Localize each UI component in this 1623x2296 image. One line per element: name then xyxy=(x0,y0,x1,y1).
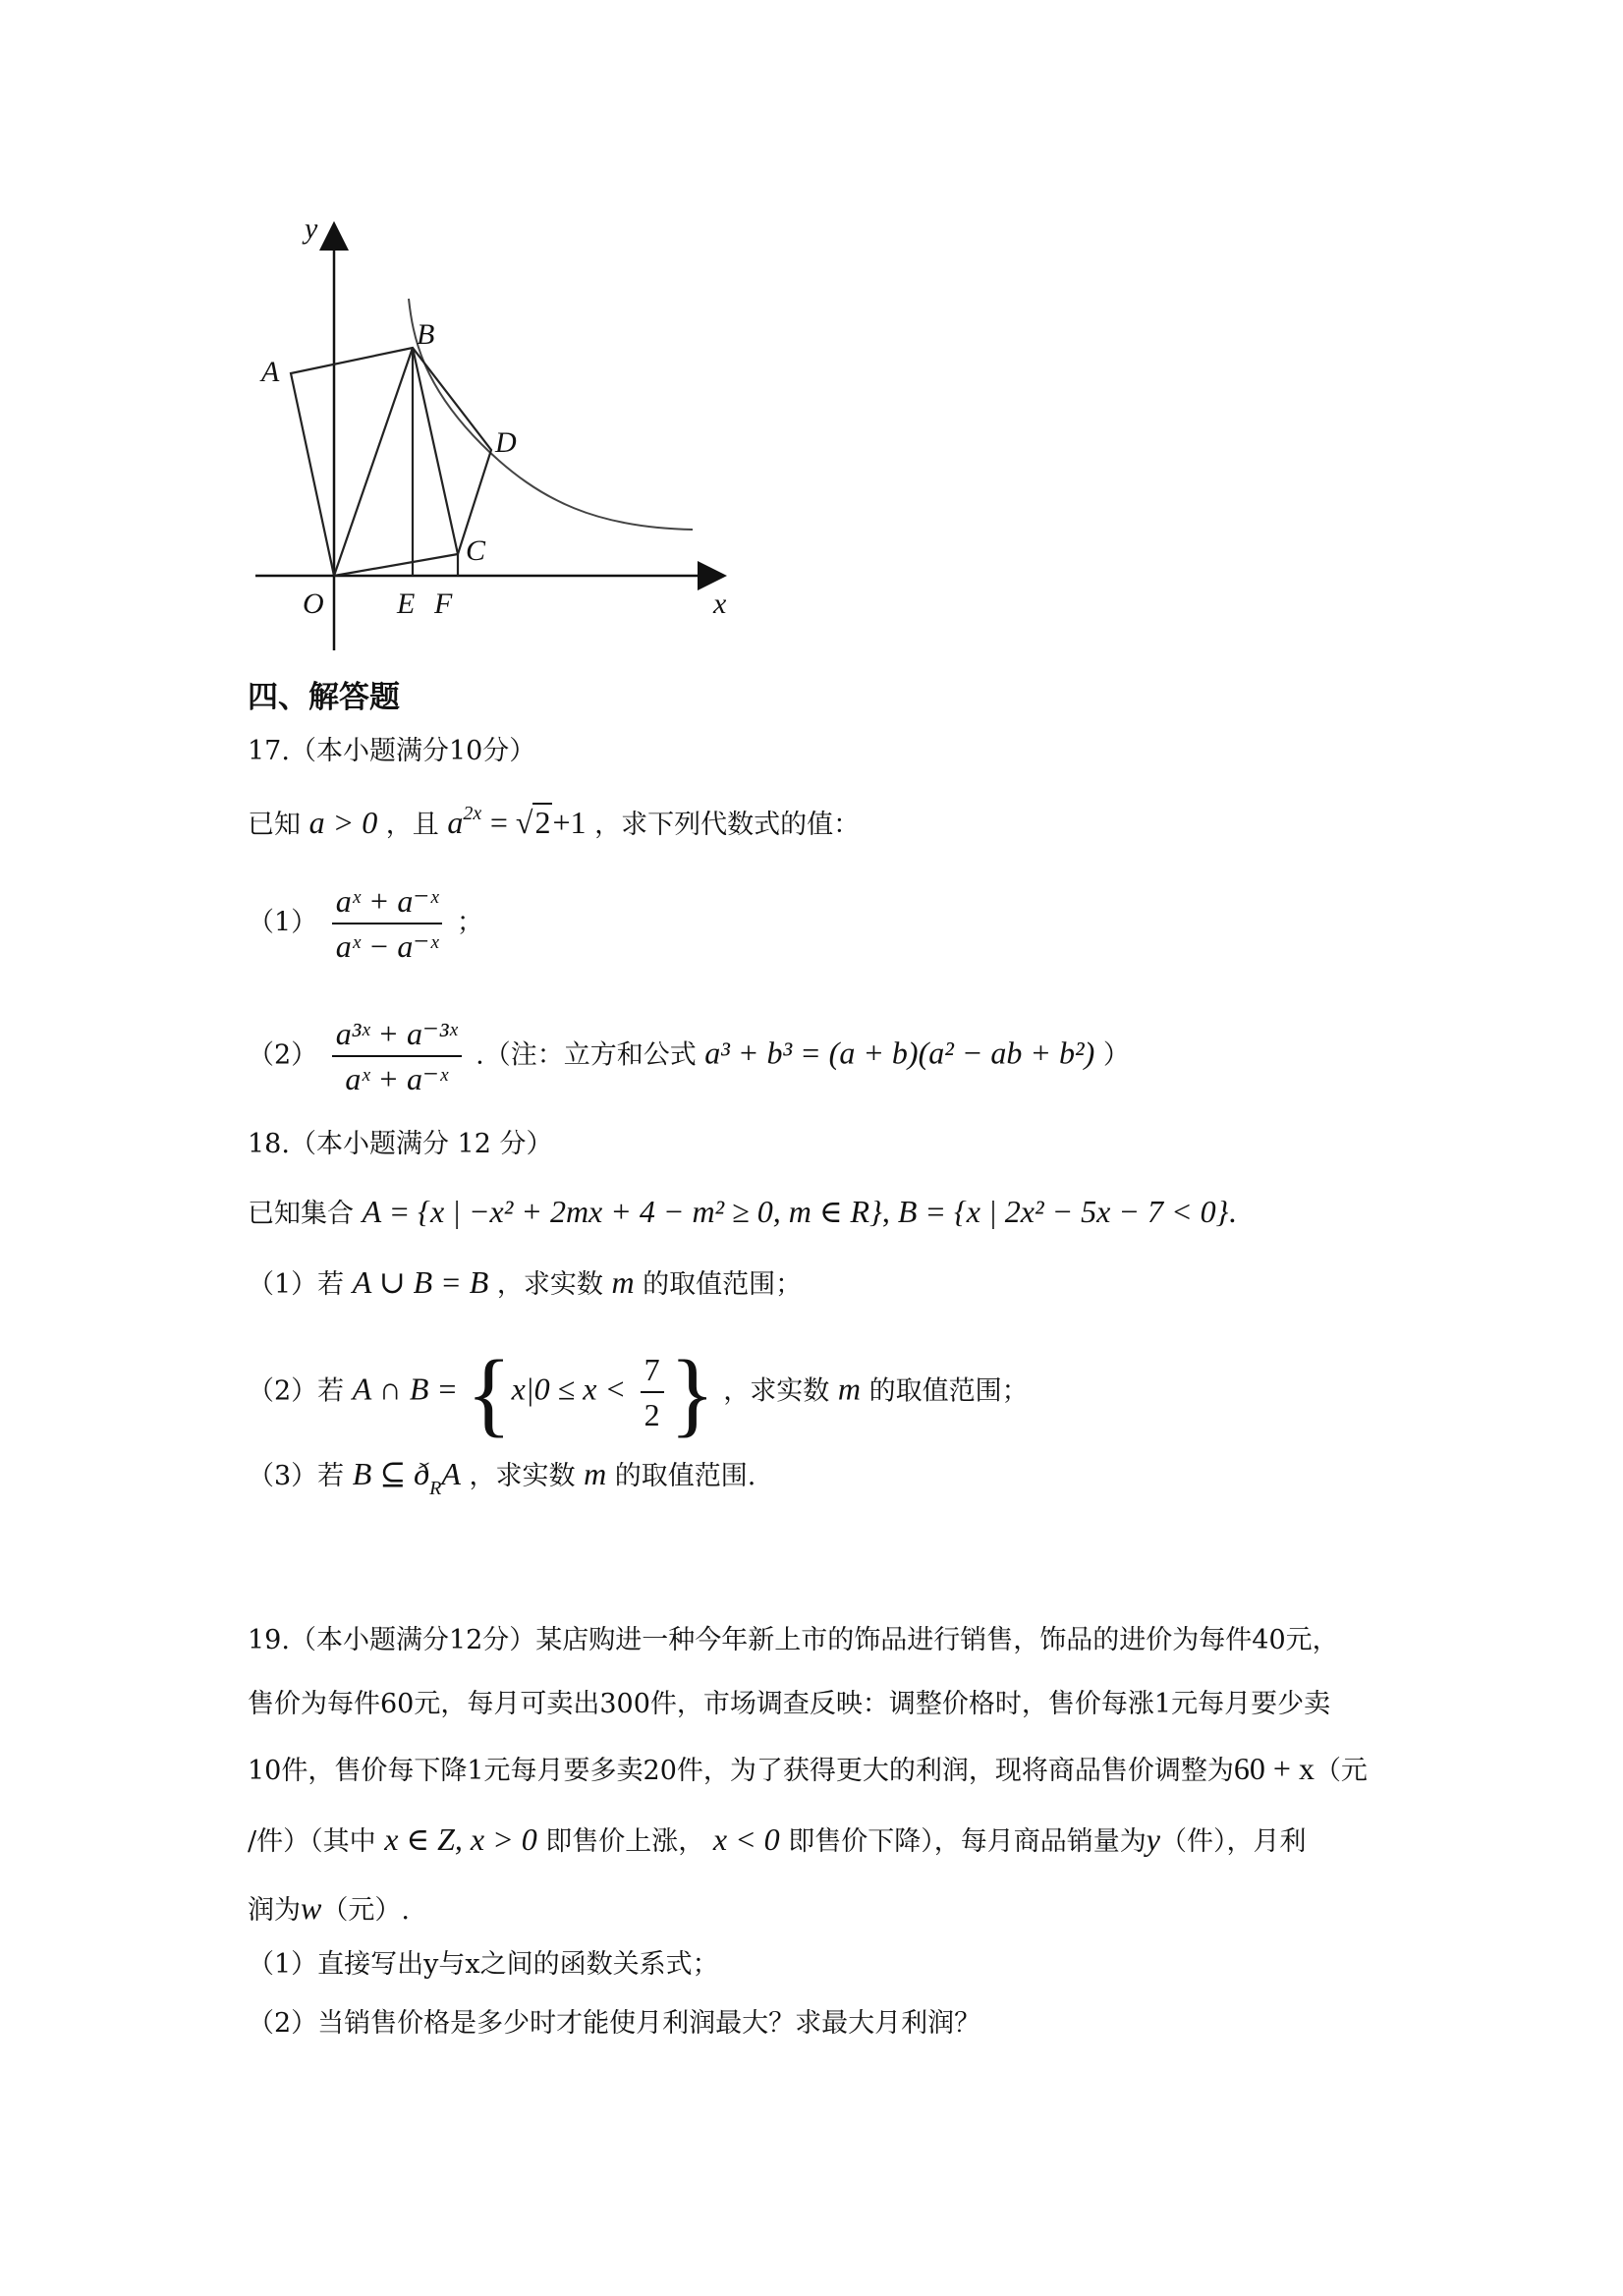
q19-line4-pre: /件）（其中 xyxy=(248,1826,376,1857)
q18-p3-text: ，求实数 xyxy=(469,1461,576,1491)
q18-p2-text: ，求实数 xyxy=(723,1375,830,1407)
q17-equals: = xyxy=(489,805,516,840)
q18-p2-label: （2）若 xyxy=(248,1375,345,1407)
q17-prompt: 已知 a > 0 ，且 $a^{2x} = √2+1$ ，求下列代数式的值： xyxy=(248,803,861,840)
segment-OB xyxy=(334,348,413,576)
label-C: C xyxy=(466,534,486,567)
q19-line4-mid: 即售价上涨， xyxy=(545,1826,705,1857)
q18-p1-var: m xyxy=(611,1264,635,1300)
q17-part1 xyxy=(248,879,483,968)
q17-part2 xyxy=(248,1012,1130,1100)
q18-set-B: B = {x | 2x² − 5x − 7 < 0} xyxy=(897,1194,1229,1229)
q19-line5-post: （元）. xyxy=(321,1895,410,1926)
q17-p2-label: （2） xyxy=(248,1039,318,1071)
q18-p2-set-inner: x|0 ≤ x < xyxy=(511,1371,627,1407)
q18-p3-expr-tail: A xyxy=(441,1456,461,1491)
q19-line4-post: （件），月利 xyxy=(1159,1826,1307,1857)
hyperbola-curve xyxy=(409,299,693,530)
label-B: B xyxy=(417,318,435,351)
q17-p2-note-pre: .（注：立方和公式 xyxy=(476,1039,697,1071)
q17-sqrt-arg: 2 xyxy=(534,805,551,840)
q18-p2-frac-den: 2 xyxy=(644,1397,660,1432)
q17-p1-tail: ； xyxy=(456,907,483,938)
q17-p2-fraction xyxy=(332,1012,462,1100)
q18-p1-tail: 的取值范围； xyxy=(643,1269,803,1300)
q18-p3-label: （3）若 xyxy=(248,1461,345,1491)
q17-plus-one: +1 xyxy=(552,805,587,840)
geometry-figure xyxy=(226,208,756,660)
q19-line5 xyxy=(248,1888,410,1931)
q18-p3-sub: R xyxy=(429,1478,442,1499)
label-A: A xyxy=(261,356,280,388)
q18-p2-tail: 的取值范围； xyxy=(868,1375,1029,1407)
q18-set-A: A = {x | −x² + 2mx + 4 − m² ≥ 0, m ∈ R} xyxy=(362,1194,882,1229)
q17-header-text: 17.（本小题满分10分） xyxy=(248,736,536,766)
q17-header xyxy=(248,732,535,771)
q18-p2-frac-num: 7 xyxy=(641,1348,664,1393)
q18-header-text: 18.（本小题满分 12 分） xyxy=(248,1129,553,1159)
q18-p3-expr: B ⊆ ð xyxy=(352,1456,430,1491)
q18-prompt-pre: 已知集合 xyxy=(248,1199,354,1229)
q18-part2: （2）若 A ∩ B = {x|0 ≤ x < $\frac{7}{2}$ } ，求实数 m 的取值范围； xyxy=(248,1340,1029,1446)
q17-prompt-pre: 已知 xyxy=(248,810,301,840)
label-F: F xyxy=(434,588,453,620)
q17-p2-formula: a³ + b³ = (a + b)(a² − ab + b²) xyxy=(704,1035,1095,1071)
q19-line3 xyxy=(248,1749,1368,1791)
q17-prompt-mid: ，且 xyxy=(385,810,439,840)
quadrilateral-OABC xyxy=(291,348,491,576)
q18-p3-tail: 的取值范围. xyxy=(614,1461,756,1491)
label-y: y xyxy=(305,212,318,245)
q19-part2: （2）当销售价格是多少时才能使月利润最大？求最大月利润？ xyxy=(248,2008,981,2039)
q18-p1-label: （1）若 xyxy=(248,1269,345,1300)
q19-line4-cond2: x < 0 xyxy=(712,1821,780,1857)
q18-p2-expr: A ∩ B = xyxy=(352,1371,458,1407)
q18-part3 xyxy=(248,1454,756,1508)
q17-exponent: 2x xyxy=(463,803,482,824)
q18-separator: , xyxy=(881,1194,898,1229)
q17-p2-numerator: a³ˣ + a⁻³ˣ xyxy=(332,1012,462,1057)
q17-p1-numerator: aˣ + a⁻ˣ xyxy=(332,879,443,924)
q19-line5-pre: 润为 xyxy=(248,1895,301,1926)
q17-p1-fraction xyxy=(332,879,443,968)
q17-prompt-post: ，求下列代数式的值： xyxy=(594,810,861,840)
q19-line3-expr: 60 + x xyxy=(1233,1751,1315,1786)
q19-line3-post: （元 xyxy=(1314,1756,1368,1786)
section-heading xyxy=(248,678,400,719)
q18-p1-expr: A ∪ B = B xyxy=(352,1264,489,1300)
q18-end: . xyxy=(1228,1194,1237,1229)
q19-line4 xyxy=(248,1820,1306,1862)
q19-line4-cond: x ∈ Z, x > 0 xyxy=(384,1821,537,1857)
q19-part1: （1）直接写出y与x之间的函数关系式； xyxy=(248,1949,719,1980)
q19-line4-mid2: 即售价下降），每月商品销量为 xyxy=(788,1826,1147,1857)
q19-line2: 售价为每件60元，每月可卖出300件，市场调查反映：调整价格时，售价每涨1元每月要少卖 xyxy=(248,1689,1331,1719)
label-O: O xyxy=(303,588,324,620)
q19-line1: 19.（本小题满分12分）某店购进一种今年新上市的饰品进行销售，饰品的进价为每件40元， xyxy=(248,1625,1339,1655)
q18-header xyxy=(248,1125,552,1164)
q17-condition: a > 0 xyxy=(308,805,378,840)
q18-part1 xyxy=(248,1262,802,1305)
q19-line4-var: y xyxy=(1146,1821,1160,1857)
q17-p2-denominator: aˣ + a⁻ˣ xyxy=(345,1061,448,1096)
q17-base: a xyxy=(447,805,464,840)
q17-p1-denominator: aˣ − a⁻ˣ xyxy=(335,928,439,964)
q17-p1-label: （1） xyxy=(248,907,318,938)
label-D: D xyxy=(495,426,517,459)
label-x: x xyxy=(713,588,727,620)
coordinate-diagram xyxy=(226,208,756,660)
q18-p1-text: ，求实数 xyxy=(496,1269,603,1300)
q18-p2-fraction xyxy=(641,1348,664,1436)
q19-line5-var: w xyxy=(301,1890,322,1926)
section-title: 四、解答题 xyxy=(248,680,400,715)
q18-prompt xyxy=(248,1192,1236,1234)
q17-p2-note-post: ） xyxy=(1102,1039,1130,1071)
q18-p3-var: m xyxy=(584,1456,607,1491)
q18-p2-var: m xyxy=(837,1371,861,1407)
q19-line3-pre: 10件，售价每下降1元每月要多卖20件，为了获得更大的利润，现将商品售价调整为 xyxy=(248,1756,1234,1786)
label-E: E xyxy=(397,588,416,620)
